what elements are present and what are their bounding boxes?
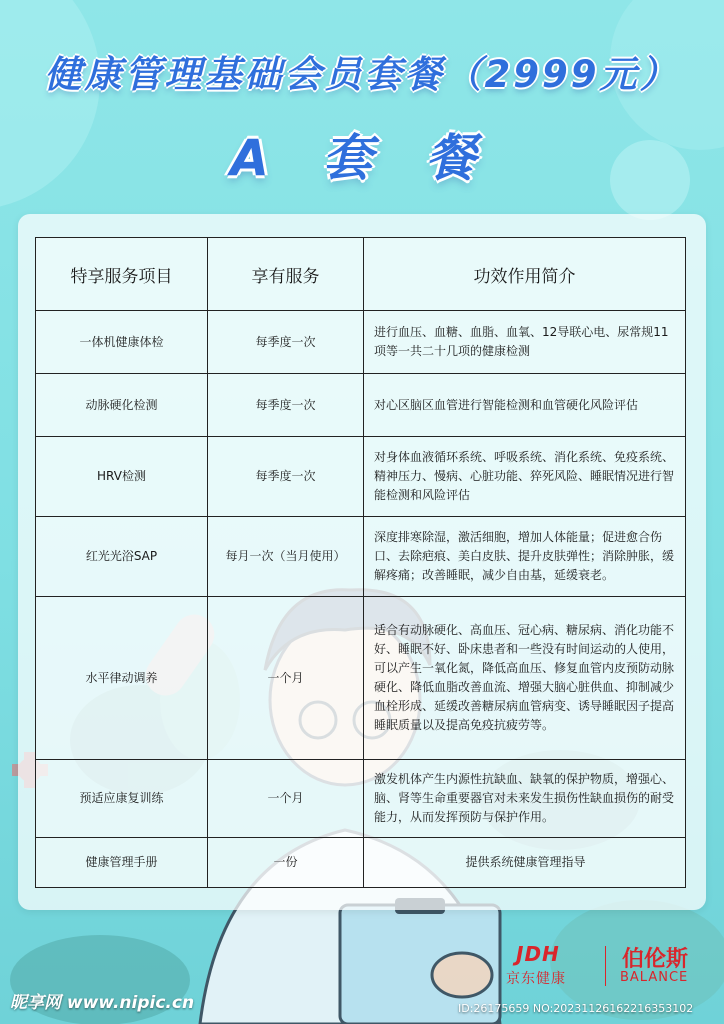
column-header-item: 特享服务项目 [36,238,208,311]
cell-desc: 对心区脑区血管进行智能检测和血管硬化风险评估 [364,374,686,437]
cell-item: 动脉硬化检测 [36,374,208,437]
balance-brand-en: BALANCE [620,970,689,985]
table-row [36,374,686,437]
cell-service: 一个月 [208,597,364,760]
cell-desc: 进行血压、血糖、血脂、血氧、12导联心电、尿常规11项等一共二十几项的健康检测 [364,311,686,374]
cell-desc: 提供系统健康管理指导 [364,838,686,888]
cell-service: 每季度一次 [208,437,364,517]
table-row [36,760,686,838]
cell-service: 每季度一次 [208,311,364,374]
cell-item: 健康管理手册 [36,838,208,888]
service-table [35,237,686,888]
cell-item: 水平律动调养 [36,597,208,760]
balance-brand-cn: 伯伦斯 [622,947,689,972]
image-id-watermark: ID:26175659 NO:20231126162216353102 [458,1002,694,1015]
cell-service: 每季度一次 [208,374,364,437]
cell-service: 一份 [208,838,364,888]
cell-service: 一个月 [208,760,364,838]
jdh-logo: JDH [516,942,560,966]
column-header-desc: 功效作用简介 [364,238,686,311]
cell-item: 预适应康复训练 [36,760,208,838]
page-title: 健康管理基础会员套餐（2999元） [44,53,680,96]
table-header-row [36,238,686,311]
site-watermark: 昵享网 www.nipic.cn [10,993,195,1013]
cell-item: HRV检测 [36,437,208,517]
package-name: A 套 餐 [230,129,494,187]
table-row [36,437,686,517]
cell-service: 每月一次（当月使用） [208,517,364,597]
cell-desc: 对身体血液循环系统、呼吸系统、消化系统、免疫系统、精神压力、慢病、心脏功能、猝死风险、睡眠情况进行智能检测和风险评估 [364,437,686,517]
table-row [36,311,686,374]
table-row [36,838,686,888]
cell-desc: 适合有动脉硬化、高血压、冠心病、糖尿病、消化功能不好、睡眠不好、卧床患者和一些没有时间运动的人使用，可以产生一氧化氮，降低高血压、修复血管内皮预防动脉硬化、降低血脂改善血流、增强大脑心脏供血、抑制减少血栓形成、延缓改善糖尿病血管病变、诱导睡眠因子提高睡眠质量以及提高免疫抗疲劳等。 [364,597,686,760]
cell-desc: 深度排寒除湿，激活细胞，增加人体能量；促进愈合伤口、去除疤痕、美白皮肤、提升皮肤弹性；消除肿胀，缓解疼痛；改善睡眠，减少自由基，延缓衰老。 [364,517,686,597]
column-header-service: 享有服务 [208,238,364,311]
cell-item: 红光光浴SAP [36,517,208,597]
jdh-brand-name: 京东健康 [506,971,566,987]
table-row [36,597,686,760]
table-row [36,517,686,597]
cell-item: 一体机健康体检 [36,311,208,374]
cell-desc: 激发机体产生内源性抗缺血、缺氧的保护物质，增强心、脑、肾等生命重要器官对未来发生损伤性缺血损伤的耐受能力，从而发挥预防与保护作用。 [364,760,686,838]
brand-divider [605,946,606,986]
